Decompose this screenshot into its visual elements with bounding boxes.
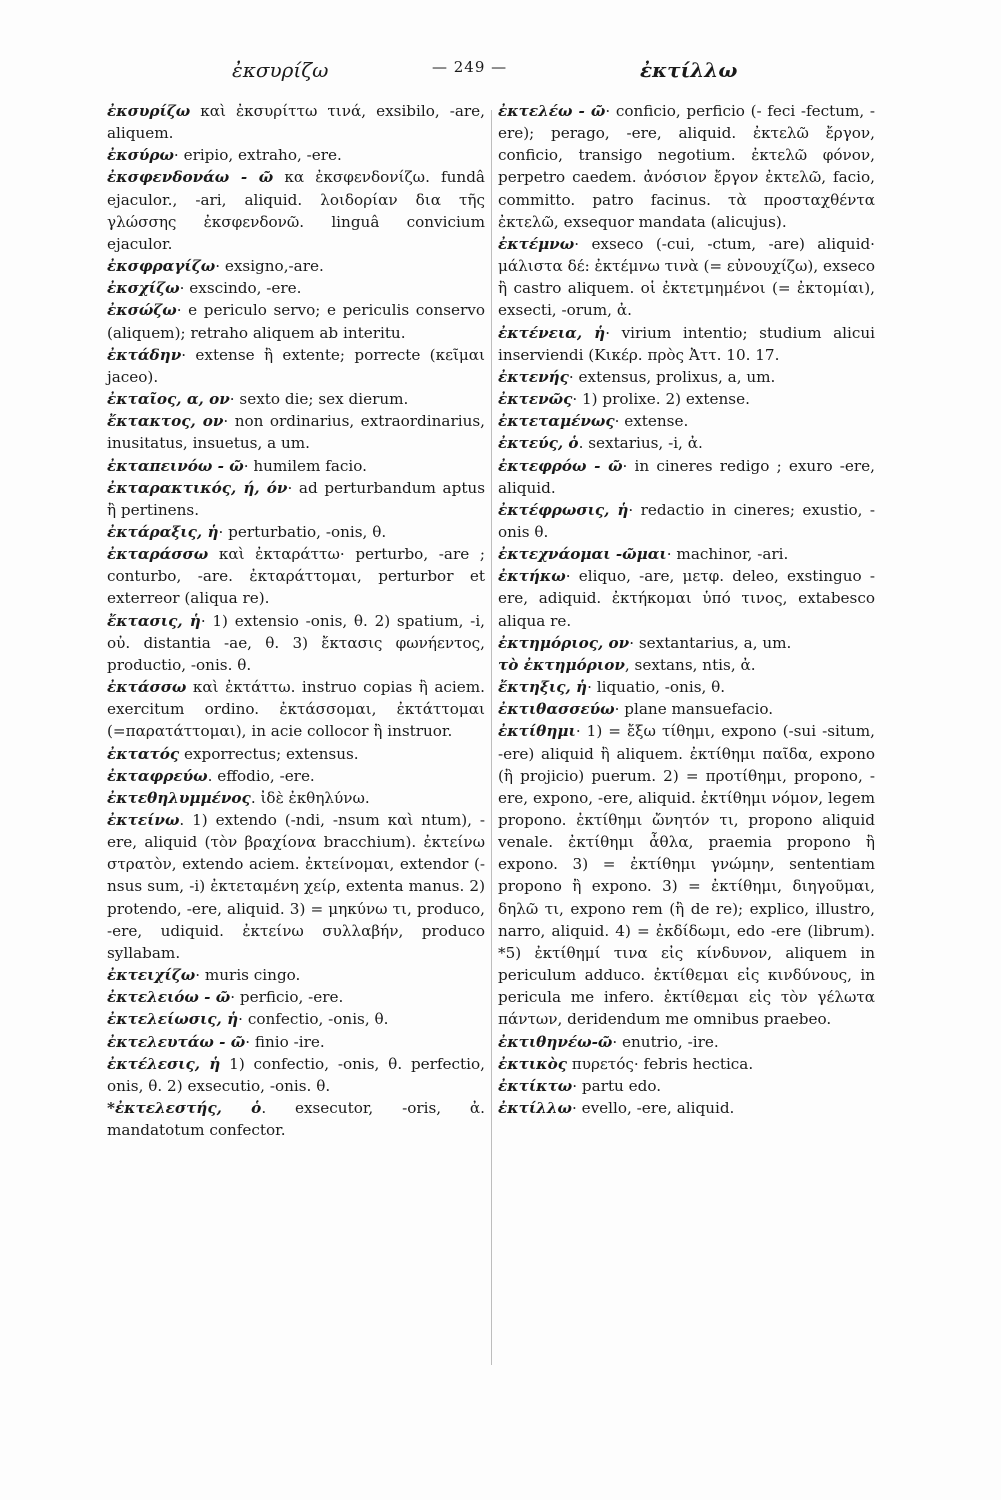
headword: ἐκτεύς, ὁ (498, 434, 579, 453)
definition: · evello, -ere, aliquid. (571, 1099, 735, 1118)
definition: · 1) prolixe. 2) extense. (572, 390, 750, 409)
definition: πυρετός· febris hectica. (566, 1054, 754, 1073)
dictionary-entry (498, 366, 875, 388)
definition: κα ἐκσφενδονίζω. fundâ ejaculor., -ari, aliquid. λοιδορίαν δια τῆς γλώσσης ἐκσφενδονῶ. linguâ convicium ejaculor. (107, 168, 485, 253)
dictionary-entry (107, 676, 485, 742)
dictionary-entry (107, 986, 485, 1008)
dictionary-entry (498, 543, 875, 565)
dictionary-entry (107, 743, 485, 765)
dictionary-entry (107, 388, 485, 410)
headword: ἐκτάδην (107, 345, 182, 364)
dictionary-entry (107, 610, 485, 676)
definition: . sextarius, -i, ἀ. (578, 434, 703, 453)
headword: ἐκτάσσω (107, 678, 187, 697)
definition: · extensus, prolixus, a, um. (568, 367, 776, 386)
definition: · eliquo, -are, μετφ. deleo, exstinguo -ere, adiquid. ἐκτήκομαι ὑπό τινος, extabesco aliqua re. (498, 567, 875, 630)
headword: ἐκσώζω (107, 301, 177, 320)
definition: 1) confectio, -onis, θ. perfectio, onis, θ. 2) exsecutio, -onis. θ. (107, 1054, 485, 1095)
definition: · exsigno,-are. (215, 257, 324, 276)
definition: · liquatio, -onis, θ. (587, 678, 726, 697)
dictionary-entry (107, 255, 485, 277)
headword: ἐκτένεια, ἡ (498, 323, 606, 342)
dictionary-entry (498, 499, 875, 543)
headword: ἐκτίθημι (498, 722, 576, 741)
dictionary-entry (498, 432, 875, 454)
headword: ἔκτασις, ἡ (107, 611, 201, 630)
dictionary-entry (107, 455, 485, 477)
dictionary-entry (107, 1053, 485, 1097)
definition: · finio -ire. (245, 1032, 325, 1051)
definition: · virium intentio; studium alicui inserviendi (Κικέρ. πρὸς Ἀττ. 10. 17. (498, 323, 875, 364)
page-number: — 249 — (432, 58, 508, 76)
definition: · 1) extensio -onis, θ. 2) spatium, -i, οὐ. distantia -ae, θ. 3) ἔκτασις φωνήεντος, productio, -onis. θ. (107, 611, 486, 674)
headword: ἐκτενῶς (498, 390, 573, 409)
definition: · in cineres redigo ; exuro -ere, aliquid. (498, 456, 875, 497)
dictionary-entry (498, 565, 875, 631)
headword: ἐκτάραξις, ἡ (107, 522, 219, 541)
definition: · perficio, -ere. (230, 988, 344, 1007)
headword: ἔκτηξις, ἡ (498, 678, 588, 697)
headword: ἐκτικὸς (498, 1054, 567, 1073)
dictionary-entry (107, 344, 485, 388)
dictionary-entry (107, 1031, 485, 1053)
headword: τὸ ἐκτημόριον (498, 655, 625, 674)
definition: . ἰδὲ ἐκθηλύνω. (250, 788, 370, 807)
definition: . exsecutor, -oris, ἀ. mandatotum confector. (107, 1099, 485, 1140)
headword: ἐκτήκω (498, 567, 566, 586)
dictionary-entry (498, 233, 875, 322)
dictionary-entry (498, 698, 875, 720)
definition: exporrectus; extensus. (179, 744, 359, 763)
dictionary-entry (498, 388, 875, 410)
definition: · eripio, extraho, -ere. (173, 146, 342, 165)
running-head (0, 58, 1001, 88)
right-column (498, 100, 875, 1119)
dictionary-entry (498, 1053, 875, 1075)
definition: · redactio in cineres; exustio, -onis θ. (498, 500, 876, 541)
definition: · ad perturbandum aptus ἢ pertinens. (107, 478, 485, 519)
headword: ἐκτελειόω - ῶ (107, 988, 231, 1007)
headword: ἐκτιθηνέω-ῶ (498, 1032, 613, 1051)
headword: ἐκτίλλω (498, 1099, 572, 1118)
definition: · enutrio, -ire. (612, 1032, 719, 1051)
dictionary-entry (498, 1075, 875, 1097)
definition: · e periculo servo; e periculis conservo (aliquem); retraho aliquem ab interitu. (107, 301, 485, 342)
definition: · exscindo, -ere. (179, 279, 302, 298)
headword: ἐκτενής (498, 367, 569, 386)
definition: καὶ ἐκταράττω· perturbo, -are ; conturbo, -are. ἐκταράττομαι, perturbor et exterreor (aliqua re). (107, 545, 485, 608)
definition: · extense ἢ extente; porrecte (κεῖμαι jaceo). (107, 345, 485, 386)
dictionary-entry (107, 543, 485, 609)
dictionary-entry (107, 1008, 485, 1030)
headword: ἐκτιθασσεύω (498, 700, 615, 719)
definition: · extense. (614, 412, 689, 431)
headword: ἐκτεφρόω - ῶ (498, 456, 623, 475)
dictionary-entry (498, 322, 875, 366)
headword: ἐκτελείωσις, ἡ (107, 1010, 239, 1029)
definition: · sextantarius, a, um. (629, 633, 792, 652)
dictionary-entry (498, 720, 875, 1030)
dictionary-entry (107, 144, 485, 166)
headword: ἐκτειχίζω (107, 966, 196, 985)
headword: ἐκταῖος, α, ον (107, 390, 230, 409)
definition: · muris cingo. (195, 966, 301, 985)
dictionary-entry (107, 277, 485, 299)
definition: , sextans, ntis, ἀ. (624, 655, 756, 674)
headword: ἐκτέφρωσις, ἡ (498, 500, 629, 519)
dictionary-entry (107, 299, 485, 343)
dictionary-entry (498, 455, 875, 499)
dictionary-entry (498, 654, 875, 676)
definition: · sexto die; sex dierum. (229, 390, 409, 409)
dictionary-entry (107, 765, 485, 787)
definition: · confectio, -onis, θ. (238, 1010, 389, 1029)
headword: ἐκτίκτω (498, 1076, 573, 1095)
definition: · exseco (-cui, -ctum, -are) aliquid· μάλιστα δέ: ἐκτέμνω τινὰ (= εὐνουχίζω), exseco ἢ castro aliquem. οἱ ἐκτετμημένοι (= ἐκτομίαι), exsecti, -orum, ἀ. (498, 234, 875, 320)
running-head-right: ἐκτίλλω (640, 58, 738, 82)
dictionary-entry (498, 1097, 875, 1119)
headword: *ἐκτελεστής, ὁ (107, 1099, 262, 1118)
dictionary-entry (107, 809, 485, 964)
headword: ἐκταρακτικός, ή, όν (107, 478, 288, 497)
dictionary-entry (107, 521, 485, 543)
headword: ἐκτεθηλυμμένος (107, 788, 251, 807)
headword: ἐκτεχνάομαι -ῶμαι (498, 545, 667, 564)
dictionary-entry (498, 632, 875, 654)
definition: · 1) = ἔξω τίθημι, expono (-sui -situm, -ere) aliquid ἢ aliquem. ἐκτίθημι παῖδα, expono (ἢ projicio) puerum. 2) = προτίθημι, propono, -ere, expono, -ere, aliquid. ἐκτίθημι νόμον, legem propono. ἐκτίθημι ὤνητόν τι, propono aliquid venale. ἐκτίθημι ἆθλα, praemia propono ἢ expono. 3) = ἐκτίθημι γνώμην, sententiam propono ἢ expono. 3) = ἐκτίθημι, διηγοῦμαι, δηλῶ τι, expono rem (ἢ de re); explico, illustro, narro, aliquid. 4) = ἐκδίδωμι, edo -ere (librum). *5) ἐκτίθημί τινα εἰς κίνδυνον, aliquem in periculum adduco. ἐκτίθεμαι εἰς κινδύνους, in pericula me infero. ἐκτίθεμαι εἰς τὸν γέλωτα πάντων, deridendum me omnibus praebeo. (498, 722, 875, 1029)
headword: ἐκτείνω (107, 811, 180, 829)
dictionary-entry (107, 964, 485, 986)
definition: . 1) extendo (-ndi, -nsum καὶ ntum), -ere, aliquid (τὸν βραχίονα bracchium). ἐκτείνω στρατὸν, extendo aciem. ἐκτείνομαι, extendor (-nsus sum, -i) ἐκτεταμένη χείρ, extenta manus. 2) protendo, -ere, aliquid. 3) = μηκύνω τι, produco, -ere, udiquid. ἐκτείνω συλλαβήν, produco syllabam. (107, 811, 485, 962)
definition: · non ordinarius, extraordinarius, inusitatus, insuetus, a um. (107, 412, 485, 453)
headword: ἐκσύρω (107, 146, 174, 165)
headword: ἐκτελευτάω - ῶ (107, 1032, 246, 1051)
headword: ἐκσφενδονάω - ῶ (107, 168, 274, 187)
dictionary-entry (107, 166, 485, 255)
headword: ἐκτελέω - ῶ (498, 102, 606, 120)
dictionary-entry (498, 676, 875, 698)
headword: ἐκταπεινόω - ῶ (107, 456, 244, 475)
definition: · plane mansuefacio. (614, 700, 774, 719)
dictionary-entry (107, 1097, 485, 1141)
definition: . effodio, -ere. (207, 766, 315, 785)
headword: ἐκτέλεσις, ἡ (107, 1054, 221, 1073)
headword: ἐκτημόριος, ον (498, 633, 630, 652)
headword: ἐκσφραγίζω (107, 257, 216, 276)
headword: ἐκτεταμένως (498, 412, 615, 431)
column-divider (491, 110, 492, 1365)
headword: ἔκτακτος, ον (107, 412, 224, 431)
definition: · machinor, -ari. (666, 545, 789, 564)
definition: καὶ ἐκτάττω. instruo copias ἢ aciem. exercitum ordino. ἐκτάσσομαι, ἐκτάττομαι (=παρατάττομαι), in acie collocor ἢ instruor. (107, 678, 485, 741)
dictionary-entry (498, 410, 875, 432)
left-column (107, 100, 485, 1141)
dictionary-entry (498, 100, 875, 233)
headword: ἐκτέμνω (498, 234, 575, 253)
definition: · perturbatio, -onis, θ. (218, 522, 387, 541)
headword: ἐκταφρεύω (107, 766, 208, 785)
definition: καὶ ἐκσυρίττω τινά, exsibilo, -are, aliquem. (107, 102, 485, 143)
dictionary-entry (498, 1031, 875, 1053)
headword: ἐκταράσσω (107, 545, 209, 564)
dictionary-entry (107, 477, 485, 521)
dictionary-entry (107, 787, 485, 809)
dictionary-entry (107, 100, 485, 144)
headword: ἐκσυρίζω (107, 102, 191, 120)
definition: · conficio, perficio (- feci -fectum, -ere); perago, -ere, aliquid. ἐκτελῶ ἔργον, conficio, transigo negotium. ἐκτελῶ φόνον, perpetro caedem. ἀνόσιον ἔργον ἐκτελῶ, facio, committo. patro facinus. τὰ προσταχθέντα ἐκτελῶ, exsequor mandata (alicujus). (498, 102, 875, 231)
headword: ἐκτατός (107, 744, 180, 763)
headword: ἐκσχίζω (107, 279, 180, 298)
running-head-left: ἐκσυρίζω (232, 58, 329, 82)
dictionary-entry (107, 410, 485, 454)
definition: · humilem facio. (243, 456, 367, 475)
definition: · partu edo. (572, 1076, 662, 1095)
